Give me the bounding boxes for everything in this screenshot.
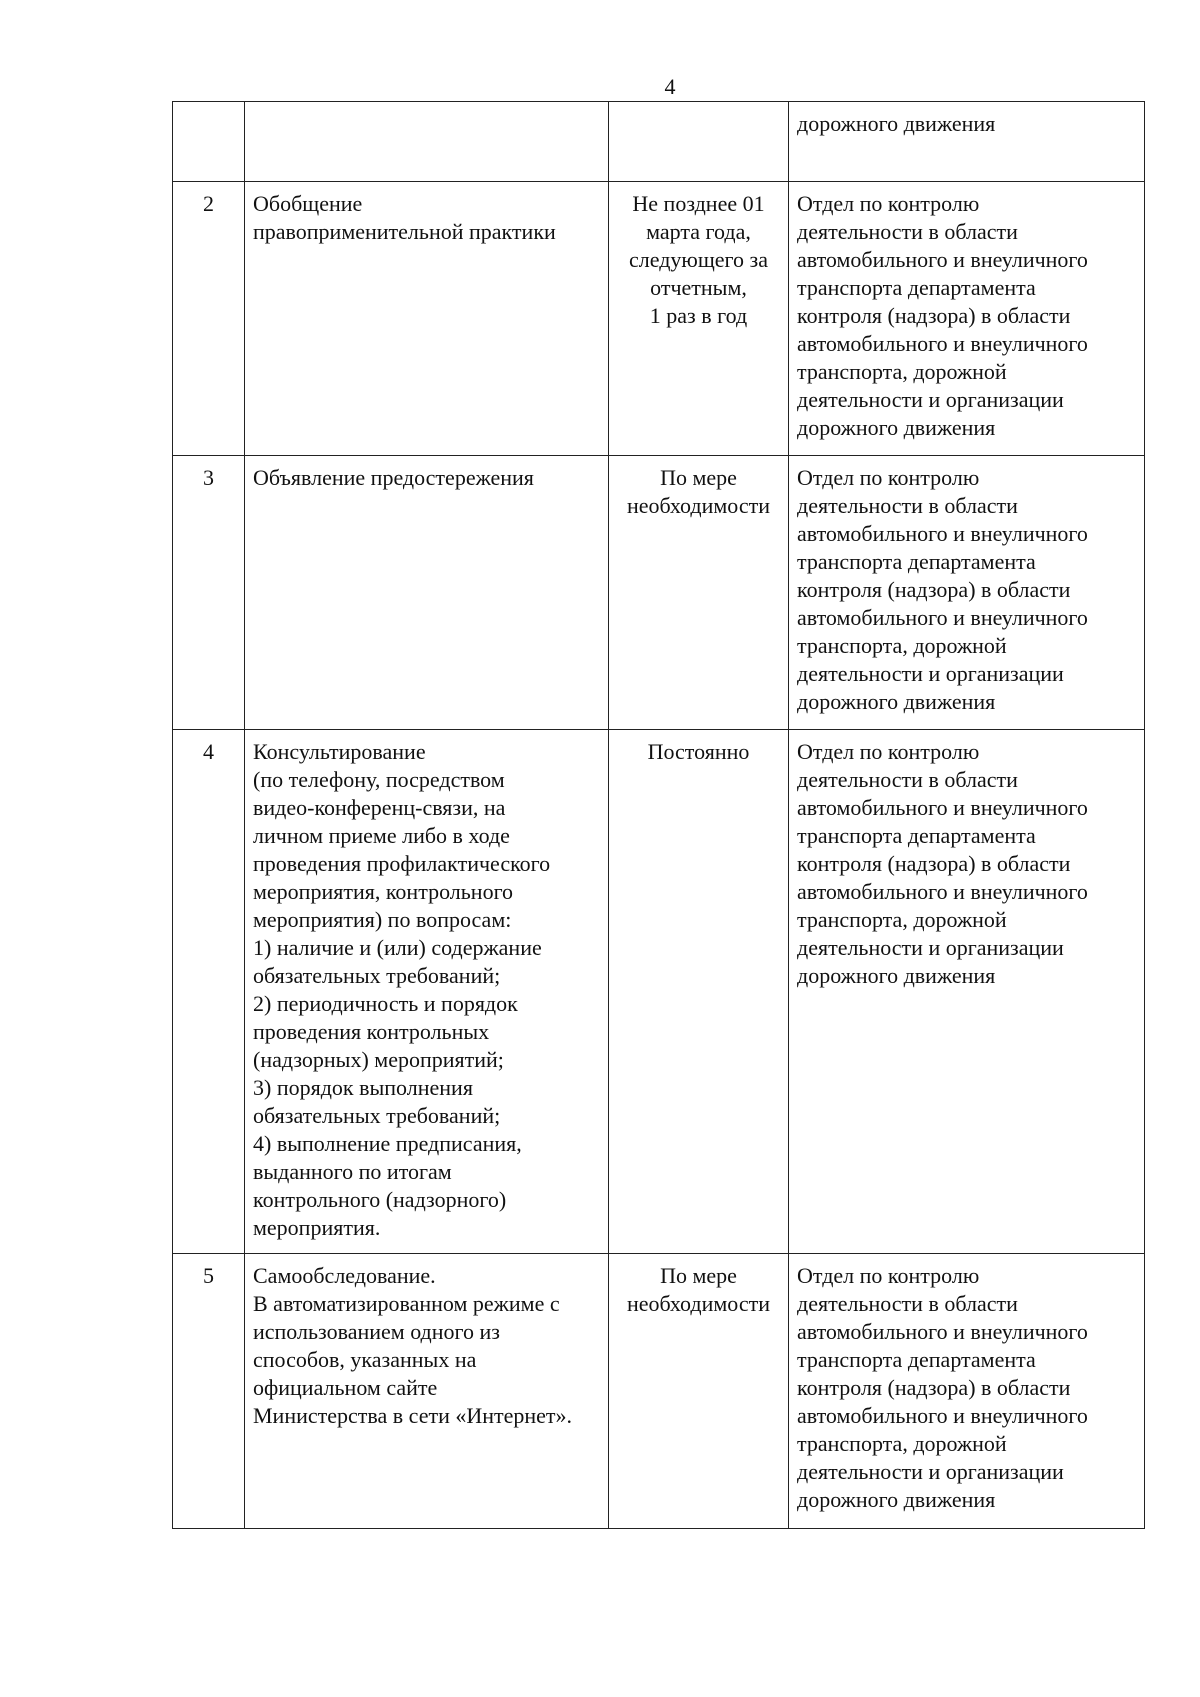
responsible-text: Отдел по контролю деятельности в области автомобильного и внеуличного транспорта департамента контроля (надзора) в области автомобильного и внеуличного транспорта, дорожной деятельности и организации дорожного движения xyxy=(797,739,1088,988)
row-number: 4 xyxy=(203,739,214,764)
responsible-cell xyxy=(789,1254,1145,1529)
measure-name-cell xyxy=(245,1254,609,1529)
table-row xyxy=(173,1254,1145,1529)
page-number: 4 xyxy=(664,74,676,99)
term-text: Постоянно xyxy=(647,739,750,764)
responsible-text: Отдел по контролю деятельности в области автомобильного и внеуличного транспорта департамента контроля (надзора) в области автомобильного и внеуличного транспорта, дорожной деятельности и организации дорожного движения xyxy=(797,1263,1088,1512)
measure-name: Обобщение правоприменительной практики xyxy=(253,191,556,244)
measure-name-cell xyxy=(245,456,609,730)
term-cell xyxy=(609,456,789,730)
responsible-cell xyxy=(789,456,1145,730)
row-number-cell xyxy=(173,1254,245,1529)
row-number-cell xyxy=(173,456,245,730)
term-cell xyxy=(609,730,789,1254)
table-row xyxy=(173,456,1145,730)
measure-name-cell xyxy=(245,182,609,456)
measure-name: Консультирование (по телефону, посредством видео-конференц-связи, на личном приеме либо в ходе проведения профилактического мероприятия, контрольного мероприятия) по вопросам: 1) наличие и (или) содержание обязательных требований; 2) периодичность и порядок проведения контрольных (надзорных) мероприятий; 3) порядок выполнения обязательных требований; 4) выполнение предписания, выданного по итогам контрольного (надзорного) мероприятия. xyxy=(253,739,551,1240)
measure-name-cell xyxy=(245,730,609,1254)
table-row xyxy=(173,102,1145,182)
row-number: 5 xyxy=(203,1263,214,1288)
term-text: Не позднее 01 марта года, следующего за отчетным, 1 раз в год xyxy=(629,191,768,328)
responsible-text: Отдел по контролю деятельности в области автомобильного и внеуличного транспорта департамента контроля (надзора) в области автомобильного и внеуличного транспорта, дорожной деятельности и организации дорожного движения xyxy=(797,465,1088,714)
measures-table xyxy=(172,101,1145,1529)
row-number-cell xyxy=(173,102,245,182)
responsible-cell xyxy=(789,102,1145,182)
responsible-text: дорожного движения xyxy=(797,111,996,136)
row-number-cell xyxy=(173,182,245,456)
table-row xyxy=(173,182,1145,456)
term-text: По мере необходимости xyxy=(626,1263,770,1316)
row-number-cell xyxy=(173,730,245,1254)
measure-name-cell xyxy=(245,102,609,182)
table-row xyxy=(173,730,1145,1254)
measure-name: Объявление предостережения xyxy=(253,465,534,490)
row-number: 3 xyxy=(203,465,214,490)
term-cell xyxy=(609,182,789,456)
measure-name: Самообследование. В автоматизированном режиме с использованием одного из способов, указанных на официальном сайте Министерства в сети «Интернет». xyxy=(253,1263,573,1428)
row-number: 2 xyxy=(203,191,214,216)
responsible-cell xyxy=(789,182,1145,456)
term-cell xyxy=(609,102,789,182)
term-cell xyxy=(609,1254,789,1529)
term-text: По мере необходимости xyxy=(626,465,770,518)
responsible-text: Отдел по контролю деятельности в области автомобильного и внеуличного транспорта департамента контроля (надзора) в области автомобильного и внеуличного транспорта, дорожной деятельности и организации дорожного движения xyxy=(797,191,1088,440)
responsible-cell xyxy=(789,730,1145,1254)
